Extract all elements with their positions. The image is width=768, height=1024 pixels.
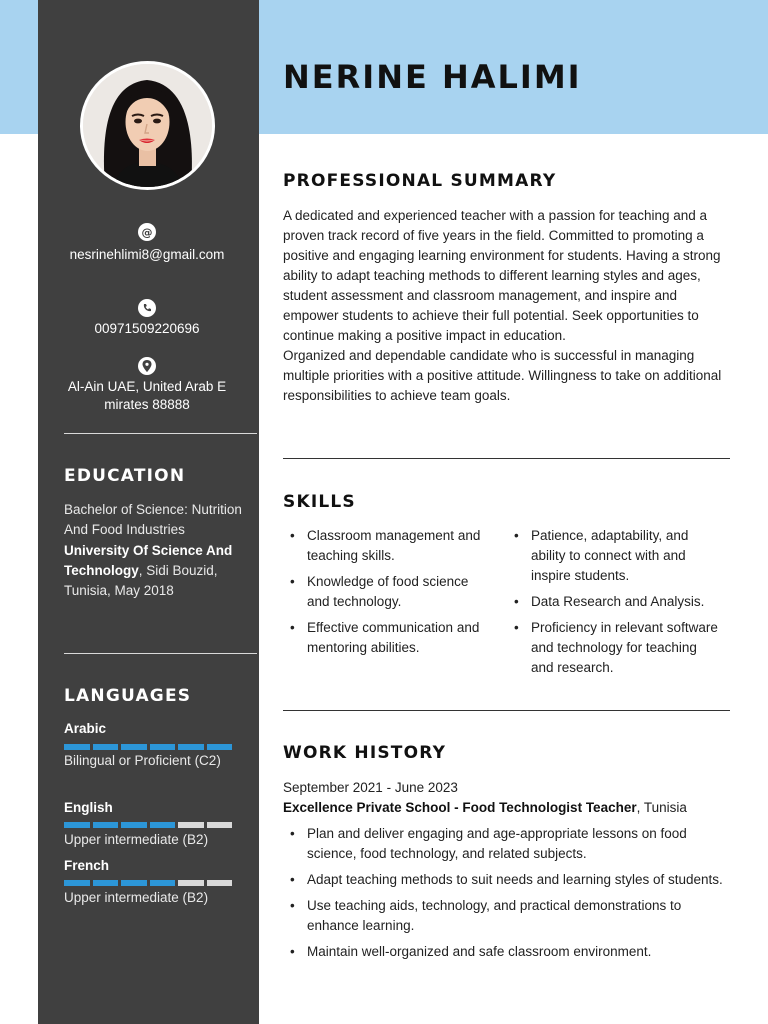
rating-segment-filled — [64, 744, 90, 750]
job-title — [283, 798, 733, 818]
skill-item: • Effective communication and mentoring abilities. — [283, 618, 483, 658]
job-duty-item: • Use teaching aids, technology, and practical demonstrations to enhance learning. — [283, 896, 723, 936]
job-location: , Tunisia — [636, 800, 687, 815]
rating-segment-filled — [207, 744, 233, 750]
language-name: Arabic — [64, 721, 107, 736]
summary-heading: PROFESSIONAL SUMMARY — [283, 171, 557, 191]
rating-segment-filled — [93, 880, 119, 886]
skill-item: • Classroom management and teaching skills. — [283, 526, 483, 566]
job-duty-item: • Plan and deliver engaging and age-appropriate lessons on food science, food technology, and related subjects. — [283, 824, 723, 864]
summary-paragraph: Organized and dependable candidate who is successful in managing multiple priorities with a positive attitude. Willingness to take on additional responsibilities to achieve team goals. — [283, 348, 722, 403]
contact-email[interactable]: nesrinehlimi8@gmail.com — [69, 247, 225, 262]
rating-segment-empty — [178, 822, 204, 828]
education-entry — [64, 500, 244, 601]
skills-list-right — [507, 526, 722, 684]
rating-segment-filled — [121, 880, 147, 886]
languages-heading: LANGUAGES — [64, 686, 192, 706]
education-details: , Sidi Bouzid, Tunisia, May 2018 — [64, 562, 218, 599]
sidebar-divider — [64, 433, 257, 434]
job-duty-item: • Maintain well-organized and safe classroom environment. — [283, 942, 723, 962]
section-divider — [283, 458, 730, 459]
skill-item: • Data Research and Analysis. — [507, 592, 722, 612]
education-degree: Bachelor of Science: Nutrition And Food Industries — [64, 502, 242, 538]
rating-segment-filled — [121, 822, 147, 828]
email-icon: @ — [138, 223, 156, 241]
profile-photo — [83, 64, 212, 187]
language-level: Upper intermediate (B2) — [64, 832, 209, 847]
job-employer-role: Excellence Private School - Food Technologist Teacher — [283, 800, 637, 815]
skills-list-left — [283, 526, 483, 664]
avatar — [80, 61, 215, 190]
rating-segment-empty — [207, 822, 233, 828]
education-heading: EDUCATION — [64, 466, 186, 486]
language-name: French — [64, 858, 110, 873]
section-divider — [283, 710, 730, 711]
rating-segment-empty — [178, 880, 204, 886]
rating-segment-filled — [93, 744, 119, 750]
work-history-heading: WORK HISTORY — [283, 743, 447, 763]
rating-segment-filled — [178, 744, 204, 750]
contact-address: Al-Ain UAE, United Arab Emirates 88888 — [67, 379, 227, 412]
portrait-illustration — [83, 64, 212, 187]
rating-segment-filled — [150, 744, 176, 750]
rating-segment-filled — [64, 822, 90, 828]
phone-icon — [138, 299, 156, 317]
skill-item: • Patience, adaptability, and ability to connect with and inspire students. — [507, 526, 722, 586]
job-dates: September 2021 - June 2023 — [283, 780, 458, 795]
rating-segment-empty — [207, 880, 233, 886]
language-level: Bilingual or Proficient (C2) — [64, 753, 221, 768]
language-rating-bar — [64, 822, 232, 828]
language-name: English — [64, 800, 113, 815]
skill-item: • Proficiency in relevant software and technology for teaching and research. — [507, 618, 722, 678]
language-rating-bar — [64, 744, 232, 750]
job-duty-item: • Adapt teaching methods to suit needs and learning styles of students. — [283, 870, 723, 890]
contact-phone[interactable]: 00971509220696 — [94, 321, 200, 336]
candidate-name: NERINE HALIMI — [283, 58, 582, 96]
location-pin-icon — [138, 357, 156, 375]
language-rating-bar — [64, 880, 232, 886]
language-level: Upper intermediate (B2) — [64, 890, 209, 905]
sidebar-divider — [64, 653, 257, 654]
rating-segment-filled — [121, 744, 147, 750]
education-school: University Of Science And Technology — [64, 542, 233, 578]
sidebar — [38, 0, 259, 1024]
summary-paragraph: A dedicated and experienced teacher with a passion for teaching and a proven track record of five years in the field. Committed to promoting a positive and engaging learning environment for students. Having a strong ability to adapt teaching methods to different learning styles and ages, student assessment and classroom management, and inspire and empower students to achieve their full potential. Seek opportunities to continue making a positive impact in education. — [283, 208, 721, 343]
rating-segment-filled — [150, 822, 176, 828]
rating-segment-filled — [150, 880, 176, 886]
skill-item: • Knowledge of food science and technology. — [283, 572, 483, 612]
summary-text — [283, 206, 733, 406]
job-duties-list — [283, 824, 723, 968]
skills-heading: SKILLS — [283, 492, 356, 512]
rating-segment-filled — [93, 822, 119, 828]
rating-segment-filled — [64, 880, 90, 886]
